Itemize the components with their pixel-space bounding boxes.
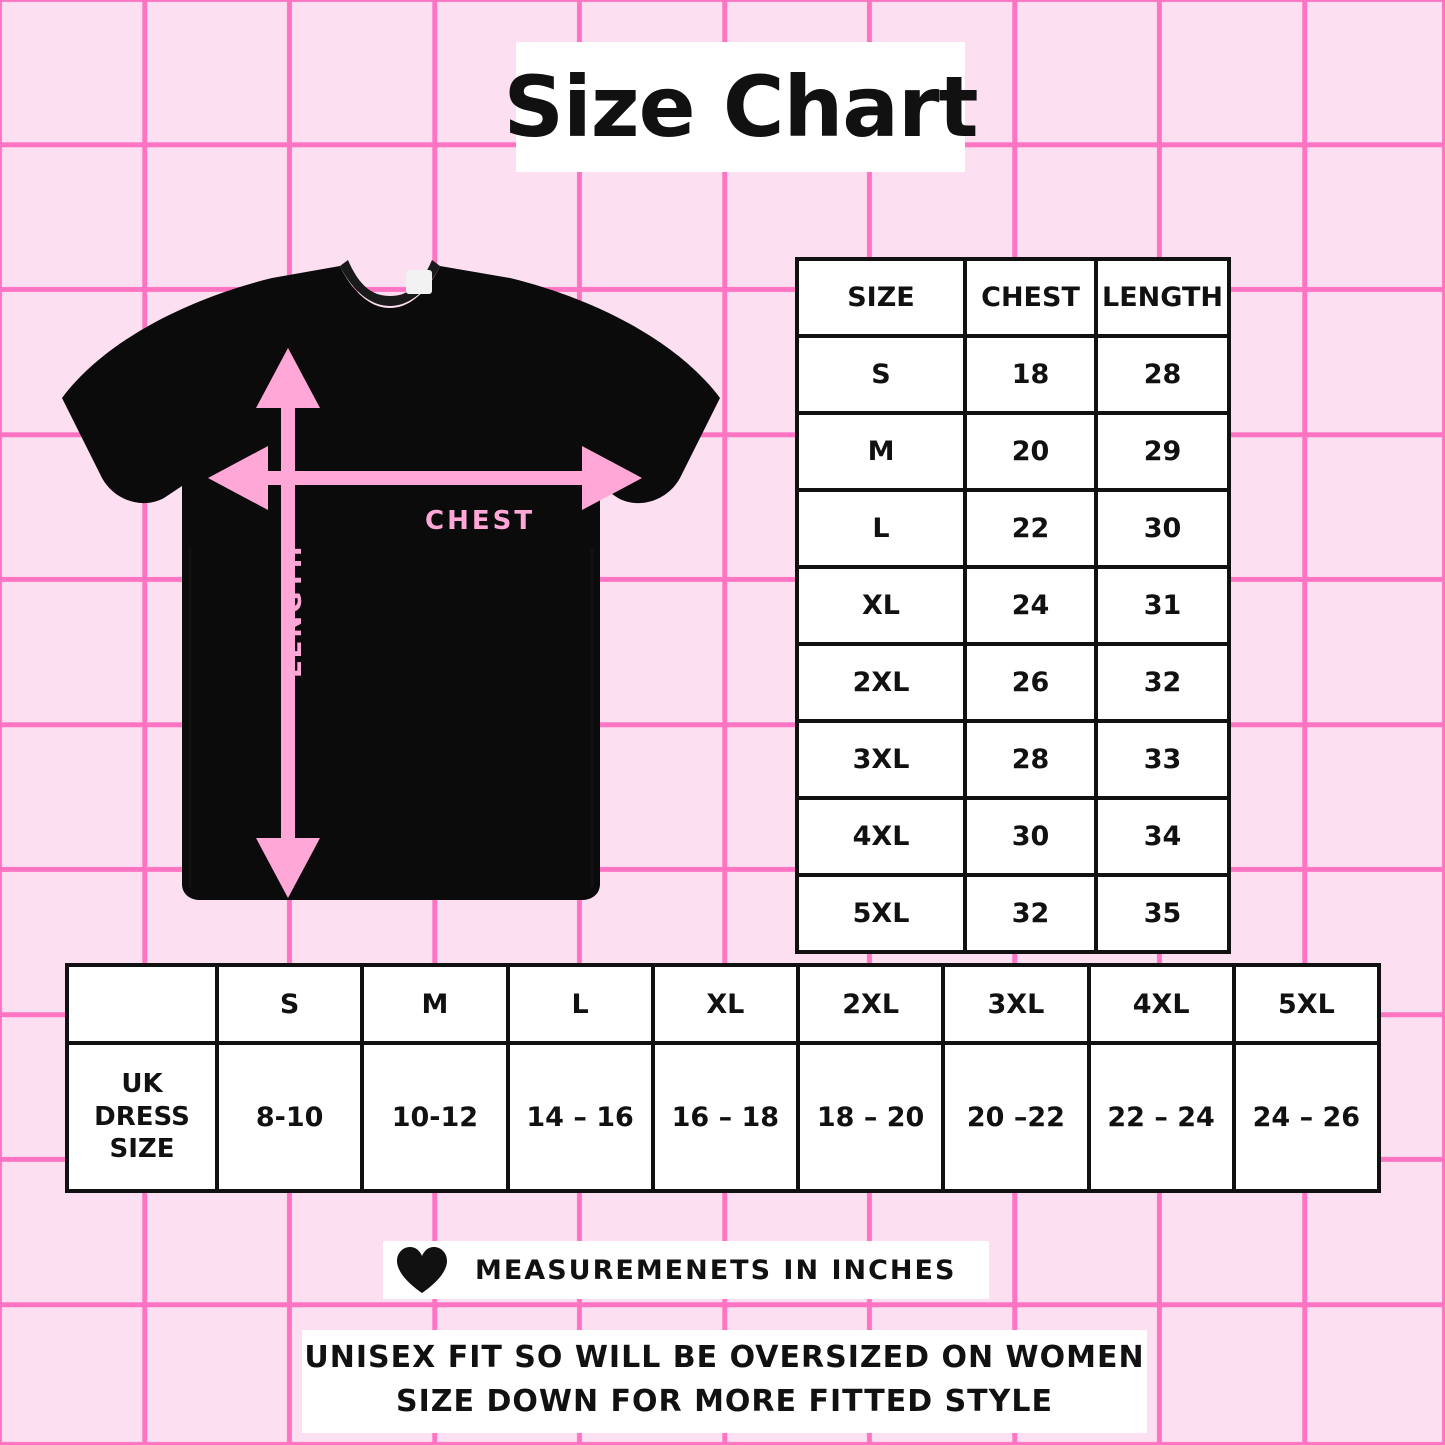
cell-chest: 32 bbox=[965, 875, 1096, 952]
fit-note-line-2: SIZE DOWN FOR MORE FITTED STYLE bbox=[396, 1383, 1053, 1419]
heart-icon bbox=[395, 1245, 449, 1295]
fit-note-line-1: UNISEX FIT SO WILL BE OVERSIZED ON WOMEN bbox=[304, 1340, 1145, 1375]
uk-label-line-1: UK bbox=[121, 1069, 163, 1100]
cell-size: S bbox=[797, 336, 965, 413]
uk-value-m: 10-12 bbox=[362, 1043, 507, 1191]
column-header-size: SIZE bbox=[797, 259, 965, 336]
cell-length: 35 bbox=[1096, 875, 1229, 952]
uk-label-line-2: DRESS bbox=[94, 1101, 190, 1132]
uk-header-size-m: M bbox=[362, 965, 507, 1043]
cell-length: 29 bbox=[1096, 413, 1229, 490]
uk-value-4xl: 22 – 24 bbox=[1089, 1043, 1234, 1191]
uk-dress-size-label bbox=[67, 1043, 217, 1191]
uk-value-xl: 16 – 18 bbox=[653, 1043, 798, 1191]
cell-chest: 20 bbox=[965, 413, 1096, 490]
uk-table-value-row bbox=[67, 1043, 1379, 1191]
uk-header-size-4xl: 4XL bbox=[1089, 965, 1234, 1043]
cell-length: 32 bbox=[1096, 644, 1229, 721]
uk-dress-size-table bbox=[65, 963, 1381, 1193]
uk-table-header-row bbox=[67, 965, 1379, 1043]
cell-chest: 22 bbox=[965, 490, 1096, 567]
tshirt-svg bbox=[40, 248, 740, 908]
uk-header-size-2xl: 2XL bbox=[798, 965, 943, 1043]
table-row bbox=[797, 336, 1229, 413]
cell-length: 28 bbox=[1096, 336, 1229, 413]
cell-size: 3XL bbox=[797, 721, 965, 798]
cell-chest: 28 bbox=[965, 721, 1096, 798]
fit-note bbox=[302, 1330, 1147, 1433]
tshirt-illustration bbox=[40, 248, 740, 908]
cell-size: L bbox=[797, 490, 965, 567]
table-row bbox=[797, 798, 1229, 875]
uk-header-size-3xl: 3XL bbox=[943, 965, 1088, 1043]
length-measure-label: LENGTH bbox=[278, 543, 308, 678]
cell-chest: 26 bbox=[965, 644, 1096, 721]
column-header-length: LENGTH bbox=[1096, 259, 1229, 336]
uk-header-size-l: L bbox=[508, 965, 653, 1043]
table-row bbox=[797, 413, 1229, 490]
uk-value-s: 8-10 bbox=[217, 1043, 362, 1191]
uk-value-5xl: 24 – 26 bbox=[1234, 1043, 1379, 1191]
measurements-note-text: MEASUREMENETS IN INCHES bbox=[475, 1254, 957, 1286]
cell-length: 30 bbox=[1096, 490, 1229, 567]
table-row bbox=[797, 567, 1229, 644]
uk-header-size-5xl: 5XL bbox=[1234, 965, 1379, 1043]
table-header-row bbox=[797, 259, 1229, 336]
table-row bbox=[797, 875, 1229, 952]
measurements-note bbox=[383, 1241, 989, 1299]
cell-length: 31 bbox=[1096, 567, 1229, 644]
size-measurements-table bbox=[795, 257, 1231, 954]
page-title: Size Chart bbox=[503, 58, 978, 156]
uk-value-l: 14 – 16 bbox=[508, 1043, 653, 1191]
cell-length: 34 bbox=[1096, 798, 1229, 875]
cell-length: 33 bbox=[1096, 721, 1229, 798]
uk-header-size-s: S bbox=[217, 965, 362, 1043]
uk-header-size-xl: XL bbox=[653, 965, 798, 1043]
uk-value-2xl: 18 – 20 bbox=[798, 1043, 943, 1191]
table-row bbox=[797, 721, 1229, 798]
cell-chest: 24 bbox=[965, 567, 1096, 644]
column-header-chest: CHEST bbox=[965, 259, 1096, 336]
cell-size: M bbox=[797, 413, 965, 490]
uk-label-line-3: SIZE bbox=[109, 1134, 175, 1165]
cell-size: 2XL bbox=[797, 644, 965, 721]
cell-size: XL bbox=[797, 567, 965, 644]
table-row bbox=[797, 644, 1229, 721]
uk-header-blank bbox=[67, 965, 217, 1043]
cell-chest: 30 bbox=[965, 798, 1096, 875]
cell-size: 5XL bbox=[797, 875, 965, 952]
title-plate bbox=[503, 42, 978, 172]
cell-size: 4XL bbox=[797, 798, 965, 875]
chest-measure-label: CHEST bbox=[425, 506, 536, 536]
uk-value-3xl: 20 –22 bbox=[943, 1043, 1088, 1191]
table-row bbox=[797, 490, 1229, 567]
cell-chest: 18 bbox=[965, 336, 1096, 413]
